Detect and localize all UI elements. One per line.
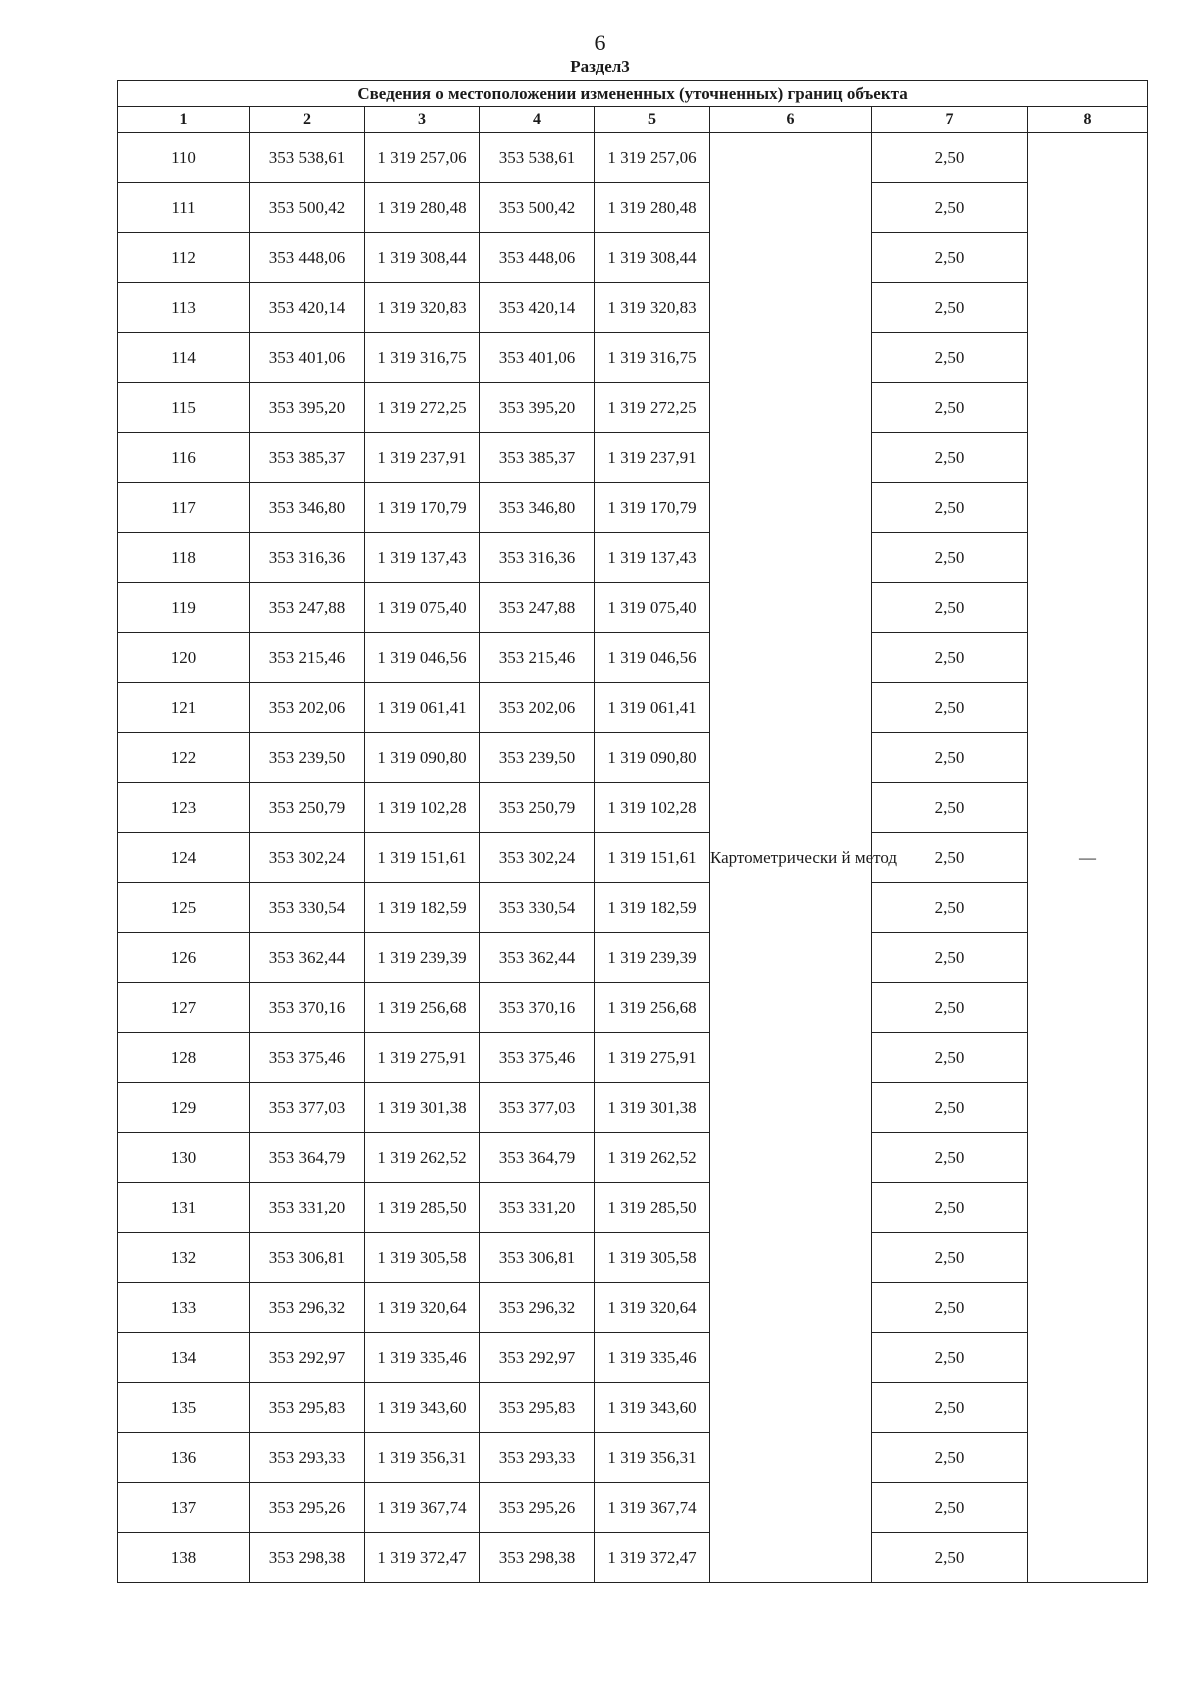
x-coordinate-cell: 353 292,97 [250,1333,365,1383]
y-coordinate-cell: 1 319 372,47 [365,1533,480,1583]
x-coordinate-cell: 353 500,42 [250,183,365,233]
table-row [118,733,1148,783]
y-coordinate-cell: 1 319 272,25 [365,383,480,433]
x-coordinate-cell: 353 331,20 [250,1183,365,1233]
accuracy-cell: 2,50 [872,783,1028,833]
x-coordinate-cell: 353 448,06 [480,233,595,283]
table-row [118,1183,1148,1233]
table-row [118,983,1148,1033]
table-row [118,783,1148,833]
x-coordinate-cell: 353 215,46 [250,633,365,683]
x-coordinate-cell: 353 375,46 [250,1033,365,1083]
point-number-cell: 128 [118,1033,250,1083]
accuracy-cell: 2,50 [872,583,1028,633]
y-coordinate-cell: 1 319 301,38 [365,1083,480,1133]
point-number-cell: 135 [118,1383,250,1433]
section-title: Раздел3 [570,57,630,76]
x-coordinate-cell: 353 296,32 [480,1283,595,1333]
x-coordinate-cell: 353 330,54 [480,883,595,933]
point-number-cell: 124 [118,833,250,883]
column-number: 7 [872,107,1028,133]
point-number-cell: 116 [118,433,250,483]
x-coordinate-cell: 353 239,50 [250,733,365,783]
x-coordinate-cell: 353 202,06 [250,683,365,733]
accuracy-cell: 2,50 [872,233,1028,283]
y-coordinate-cell: 1 319 237,91 [595,433,710,483]
y-coordinate-cell: 1 319 182,59 [365,883,480,933]
x-coordinate-cell: 353 295,26 [480,1483,595,1533]
y-coordinate-cell: 1 319 090,80 [365,733,480,783]
x-coordinate-cell: 353 298,38 [480,1533,595,1583]
accuracy-cell: 2,50 [872,883,1028,933]
table-row [118,383,1148,433]
x-coordinate-cell: 353 306,81 [480,1233,595,1283]
accuracy-cell: 2,50 [872,983,1028,1033]
table-row [118,1383,1148,1433]
x-coordinate-cell: 353 292,97 [480,1333,595,1383]
accuracy-cell: 2,50 [872,1383,1028,1433]
x-coordinate-cell: 353 306,81 [250,1233,365,1283]
accuracy-cell: 2,50 [872,1183,1028,1233]
x-coordinate-cell: 353 370,16 [480,983,595,1033]
x-coordinate-cell: 353 247,88 [480,583,595,633]
y-coordinate-cell: 1 319 275,91 [365,1033,480,1083]
y-coordinate-cell: 1 319 262,52 [595,1133,710,1183]
x-coordinate-cell: 353 330,54 [250,883,365,933]
x-coordinate-cell: 353 364,79 [250,1133,365,1183]
x-coordinate-cell: 353 377,03 [250,1083,365,1133]
method-cell: Картометрически й метод [710,133,872,1583]
table-row [118,933,1148,983]
x-coordinate-cell: 353 247,88 [250,583,365,633]
accuracy-cell: 2,50 [872,1083,1028,1133]
y-coordinate-cell: 1 319 239,39 [365,933,480,983]
column-number: 2 [250,107,365,133]
accuracy-cell: 2,50 [872,383,1028,433]
column-number: 4 [480,107,595,133]
accuracy-cell: 2,50 [872,683,1028,733]
x-coordinate-cell: 353 500,42 [480,183,595,233]
accuracy-cell: 2,50 [872,1483,1028,1533]
note-cell: — [1028,133,1148,1583]
x-coordinate-cell: 353 420,14 [250,283,365,333]
y-coordinate-cell: 1 319 320,64 [595,1283,710,1333]
y-coordinate-cell: 1 319 316,75 [365,333,480,383]
y-coordinate-cell: 1 319 061,41 [365,683,480,733]
y-coordinate-cell: 1 319 308,44 [595,233,710,283]
table-row [118,333,1148,383]
table-row [118,583,1148,633]
y-coordinate-cell: 1 319 343,60 [365,1383,480,1433]
x-coordinate-cell: 353 316,36 [250,533,365,583]
y-coordinate-cell: 1 319 256,68 [365,983,480,1033]
y-coordinate-cell: 1 319 151,61 [595,833,710,883]
point-number-cell: 125 [118,883,250,933]
point-number-cell: 129 [118,1083,250,1133]
y-coordinate-cell: 1 319 237,91 [365,433,480,483]
y-coordinate-cell: 1 319 061,41 [595,683,710,733]
point-number-cell: 136 [118,1433,250,1483]
x-coordinate-cell: 353 295,83 [250,1383,365,1433]
x-coordinate-cell: 353 364,79 [480,1133,595,1183]
y-coordinate-cell: 1 319 320,64 [365,1283,480,1333]
y-coordinate-cell: 1 319 356,31 [595,1433,710,1483]
y-coordinate-cell: 1 319 275,91 [595,1033,710,1083]
x-coordinate-cell: 353 295,83 [480,1383,595,1433]
y-coordinate-cell: 1 319 356,31 [365,1433,480,1483]
table-row [118,1133,1148,1183]
column-number: 6 [710,107,872,133]
y-coordinate-cell: 1 319 170,79 [365,483,480,533]
accuracy-cell: 2,50 [872,333,1028,383]
point-number-cell: 113 [118,283,250,333]
column-number: 5 [595,107,710,133]
x-coordinate-cell: 353 401,06 [250,333,365,383]
y-coordinate-cell: 1 319 182,59 [595,883,710,933]
point-number-cell: 114 [118,333,250,383]
accuracy-cell: 2,50 [872,483,1028,533]
y-coordinate-cell: 1 319 285,50 [595,1183,710,1233]
y-coordinate-cell: 1 319 046,56 [365,633,480,683]
y-coordinate-cell: 1 319 272,25 [595,383,710,433]
table-row [118,1283,1148,1333]
x-coordinate-cell: 353 250,79 [250,783,365,833]
x-coordinate-cell: 353 395,20 [250,383,365,433]
x-coordinate-cell: 353 375,46 [480,1033,595,1083]
table-row [118,183,1148,233]
y-coordinate-cell: 1 319 320,83 [365,283,480,333]
point-number-cell: 126 [118,933,250,983]
y-coordinate-cell: 1 319 075,40 [595,583,710,633]
y-coordinate-cell: 1 319 257,06 [365,133,480,183]
point-number-cell: 127 [118,983,250,1033]
x-coordinate-cell: 353 370,16 [250,983,365,1033]
point-number-cell: 119 [118,583,250,633]
accuracy-cell: 2,50 [872,283,1028,333]
column-number-row [118,107,1148,133]
accuracy-cell: 2,50 [872,633,1028,683]
y-coordinate-cell: 1 319 343,60 [595,1383,710,1433]
point-number-cell: 121 [118,683,250,733]
y-coordinate-cell: 1 319 367,74 [365,1483,480,1533]
y-coordinate-cell: 1 319 335,46 [595,1333,710,1383]
x-coordinate-cell: 353 395,20 [480,383,595,433]
y-coordinate-cell: 1 319 367,74 [595,1483,710,1533]
y-coordinate-cell: 1 319 239,39 [595,933,710,983]
x-coordinate-cell: 353 202,06 [480,683,595,733]
x-coordinate-cell: 353 302,24 [480,833,595,883]
accuracy-cell: 2,50 [872,1283,1028,1333]
x-coordinate-cell: 353 293,33 [250,1433,365,1483]
point-number-cell: 138 [118,1533,250,1583]
x-coordinate-cell: 353 346,80 [480,483,595,533]
point-number-cell: 130 [118,1133,250,1183]
y-coordinate-cell: 1 319 280,48 [595,183,710,233]
accuracy-cell: 2,50 [872,533,1028,583]
x-coordinate-cell: 353 331,20 [480,1183,595,1233]
y-coordinate-cell: 1 319 372,47 [595,1533,710,1583]
y-coordinate-cell: 1 319 046,56 [595,633,710,683]
table-row [118,1333,1148,1383]
table-row [118,1433,1148,1483]
table-row [118,683,1148,733]
point-number-cell: 117 [118,483,250,533]
table-row [118,1483,1148,1533]
y-coordinate-cell: 1 319 257,06 [595,133,710,183]
accuracy-cell: 2,50 [872,1533,1028,1583]
table-caption: Сведения о местоположении измененных (уточненных) границ объекта [118,81,1148,107]
y-coordinate-cell: 1 319 285,50 [365,1183,480,1233]
x-coordinate-cell: 353 215,46 [480,633,595,683]
y-coordinate-cell: 1 319 075,40 [365,583,480,633]
accuracy-cell: 2,50 [872,1033,1028,1083]
accuracy-cell: 2,50 [872,183,1028,233]
point-number-cell: 134 [118,1333,250,1383]
y-coordinate-cell: 1 319 316,75 [595,333,710,383]
accuracy-cell: 2,50 [872,833,1028,883]
x-coordinate-cell: 353 401,06 [480,333,595,383]
point-number-cell: 122 [118,733,250,783]
boundary-table [117,80,1148,1583]
point-number-cell: 123 [118,783,250,833]
x-coordinate-cell: 353 302,24 [250,833,365,883]
table-row [118,1533,1148,1583]
y-coordinate-cell: 1 319 151,61 [365,833,480,883]
x-coordinate-cell: 353 296,32 [250,1283,365,1333]
table-row [118,283,1148,333]
y-coordinate-cell: 1 319 137,43 [595,533,710,583]
point-number-cell: 118 [118,533,250,583]
accuracy-cell: 2,50 [872,1133,1028,1183]
table-row [118,883,1148,933]
x-coordinate-cell: 353 538,61 [480,133,595,183]
table-row [118,433,1148,483]
x-coordinate-cell: 353 250,79 [480,783,595,833]
accuracy-cell: 2,50 [872,433,1028,483]
point-number-cell: 137 [118,1483,250,1533]
y-coordinate-cell: 1 319 262,52 [365,1133,480,1183]
table-row [118,833,1148,883]
table-row [118,1233,1148,1283]
accuracy-cell: 2,50 [872,133,1028,183]
point-number-cell: 115 [118,383,250,433]
x-coordinate-cell: 353 293,33 [480,1433,595,1483]
column-number: 8 [1028,107,1148,133]
page-number: 6 [594,30,606,55]
column-number: 1 [118,107,250,133]
point-number-cell: 111 [118,183,250,233]
y-coordinate-cell: 1 319 170,79 [595,483,710,533]
accuracy-cell: 2,50 [872,1433,1028,1483]
point-number-cell: 120 [118,633,250,683]
accuracy-cell: 2,50 [872,1333,1028,1383]
accuracy-cell: 2,50 [872,933,1028,983]
point-number-cell: 131 [118,1183,250,1233]
x-coordinate-cell: 353 239,50 [480,733,595,783]
point-number-cell: 110 [118,133,250,183]
x-coordinate-cell: 353 377,03 [480,1083,595,1133]
column-number: 3 [365,107,480,133]
y-coordinate-cell: 1 319 102,28 [365,783,480,833]
x-coordinate-cell: 353 385,37 [480,433,595,483]
table-row [118,233,1148,283]
table-row [118,133,1148,183]
y-coordinate-cell: 1 319 102,28 [595,783,710,833]
table-row [118,483,1148,533]
accuracy-cell: 2,50 [872,1233,1028,1283]
x-coordinate-cell: 353 362,44 [250,933,365,983]
y-coordinate-cell: 1 319 301,38 [595,1083,710,1133]
table-body [118,133,1148,1583]
y-coordinate-cell: 1 319 308,44 [365,233,480,283]
table-row [118,1083,1148,1133]
table-row [118,533,1148,583]
x-coordinate-cell: 353 362,44 [480,933,595,983]
y-coordinate-cell: 1 319 090,80 [595,733,710,783]
x-coordinate-cell: 353 385,37 [250,433,365,483]
x-coordinate-cell: 353 298,38 [250,1533,365,1583]
table-row [118,1033,1148,1083]
y-coordinate-cell: 1 319 137,43 [365,533,480,583]
y-coordinate-cell: 1 319 305,58 [365,1233,480,1283]
x-coordinate-cell: 353 448,06 [250,233,365,283]
x-coordinate-cell: 353 316,36 [480,533,595,583]
accuracy-cell: 2,50 [872,733,1028,783]
point-number-cell: 133 [118,1283,250,1333]
y-coordinate-cell: 1 319 305,58 [595,1233,710,1283]
y-coordinate-cell: 1 319 320,83 [595,283,710,333]
x-coordinate-cell: 353 295,26 [250,1483,365,1533]
y-coordinate-cell: 1 319 256,68 [595,983,710,1033]
table-row [118,633,1148,683]
x-coordinate-cell: 353 420,14 [480,283,595,333]
point-number-cell: 112 [118,233,250,283]
point-number-cell: 132 [118,1233,250,1283]
x-coordinate-cell: 353 346,80 [250,483,365,533]
x-coordinate-cell: 353 538,61 [250,133,365,183]
y-coordinate-cell: 1 319 280,48 [365,183,480,233]
y-coordinate-cell: 1 319 335,46 [365,1333,480,1383]
